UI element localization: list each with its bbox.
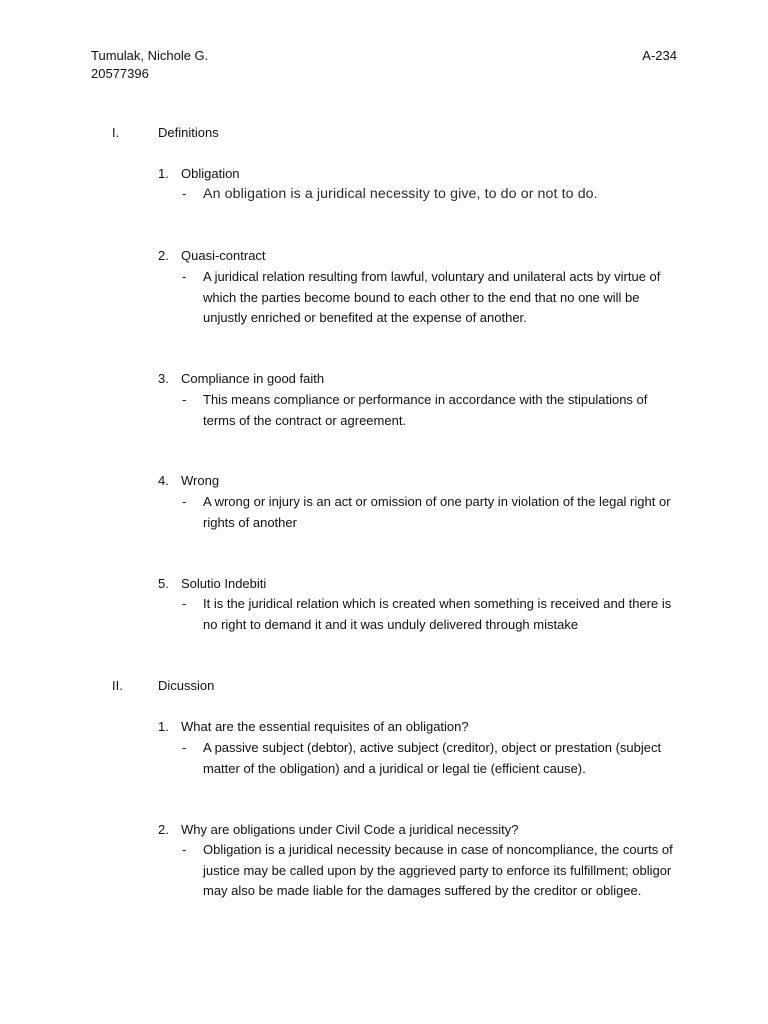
item-number: 5.	[158, 576, 169, 591]
answer-bullet: -	[182, 740, 187, 755]
item-title: Quasi-contract	[181, 248, 266, 263]
item-number: 2.	[158, 248, 169, 263]
item-answer: Obligation is a juridical necessity because in case of noncompliance, the courts of justice may be called upon by the aggrieved party to enforce its fulfillment; obligor may also be made liable for the damages suffered by the creditor or obligee.	[203, 842, 673, 898]
item-number: 4.	[158, 473, 169, 488]
item-answer: A juridical relation resulting from lawful, voluntary and unilateral acts by virtue of which the parties become bound to each other to the end that no one will be unjustly enriched or benefited at the expense of another.	[203, 269, 661, 325]
item-title: Obligation	[181, 166, 240, 181]
item-title: What are the essential requisites of an obligation?	[181, 719, 469, 734]
answer-bullet: -	[182, 392, 187, 407]
item-number: 1.	[158, 719, 169, 734]
item-number: 1.	[158, 166, 169, 181]
item-title: Why are obligations under Civil Code a juridical necessity?	[181, 822, 519, 837]
item-answer: This means compliance or performance in accordance with the stipulations of terms of the contract or agreement.	[203, 392, 648, 428]
author-name: Tumulak, Nichole G.	[91, 48, 209, 63]
item-title: Wrong	[181, 473, 220, 488]
section-title: Definitions	[158, 125, 219, 140]
section-numeral: II.	[112, 678, 123, 693]
item-number: 3.	[158, 371, 169, 386]
item-answer: An obligation is a juridical necessity to give, to do or not to do.	[203, 186, 598, 202]
answer-bullet: -	[182, 842, 187, 857]
item-number: 2.	[158, 822, 169, 837]
section-title: Dicussion	[158, 678, 215, 693]
item-answer: It is the juridical relation which is created when something is received and there is no right to demand it and it was unduly delivered through mistake	[203, 596, 672, 632]
answer-bullet: -	[182, 596, 187, 611]
answer-bullet: -	[182, 269, 187, 284]
document-code: A-234	[642, 48, 677, 63]
item-title: Solutio Indebiti	[181, 576, 267, 591]
answer-bullet: -	[182, 494, 187, 509]
student-id: 20577396	[91, 66, 149, 81]
item-answer: A wrong or injury is an act or omission of one party in violation of the legal right or rights of another	[203, 494, 671, 530]
item-answer: A passive subject (debtor), active subject (creditor), object or prestation (subject matter of the obligation) and a juridical or legal tie (efficient cause).	[203, 740, 662, 776]
answer-bullet: -	[182, 186, 187, 201]
item-title: Compliance in good faith	[181, 371, 325, 386]
section-numeral: I.	[112, 125, 120, 140]
